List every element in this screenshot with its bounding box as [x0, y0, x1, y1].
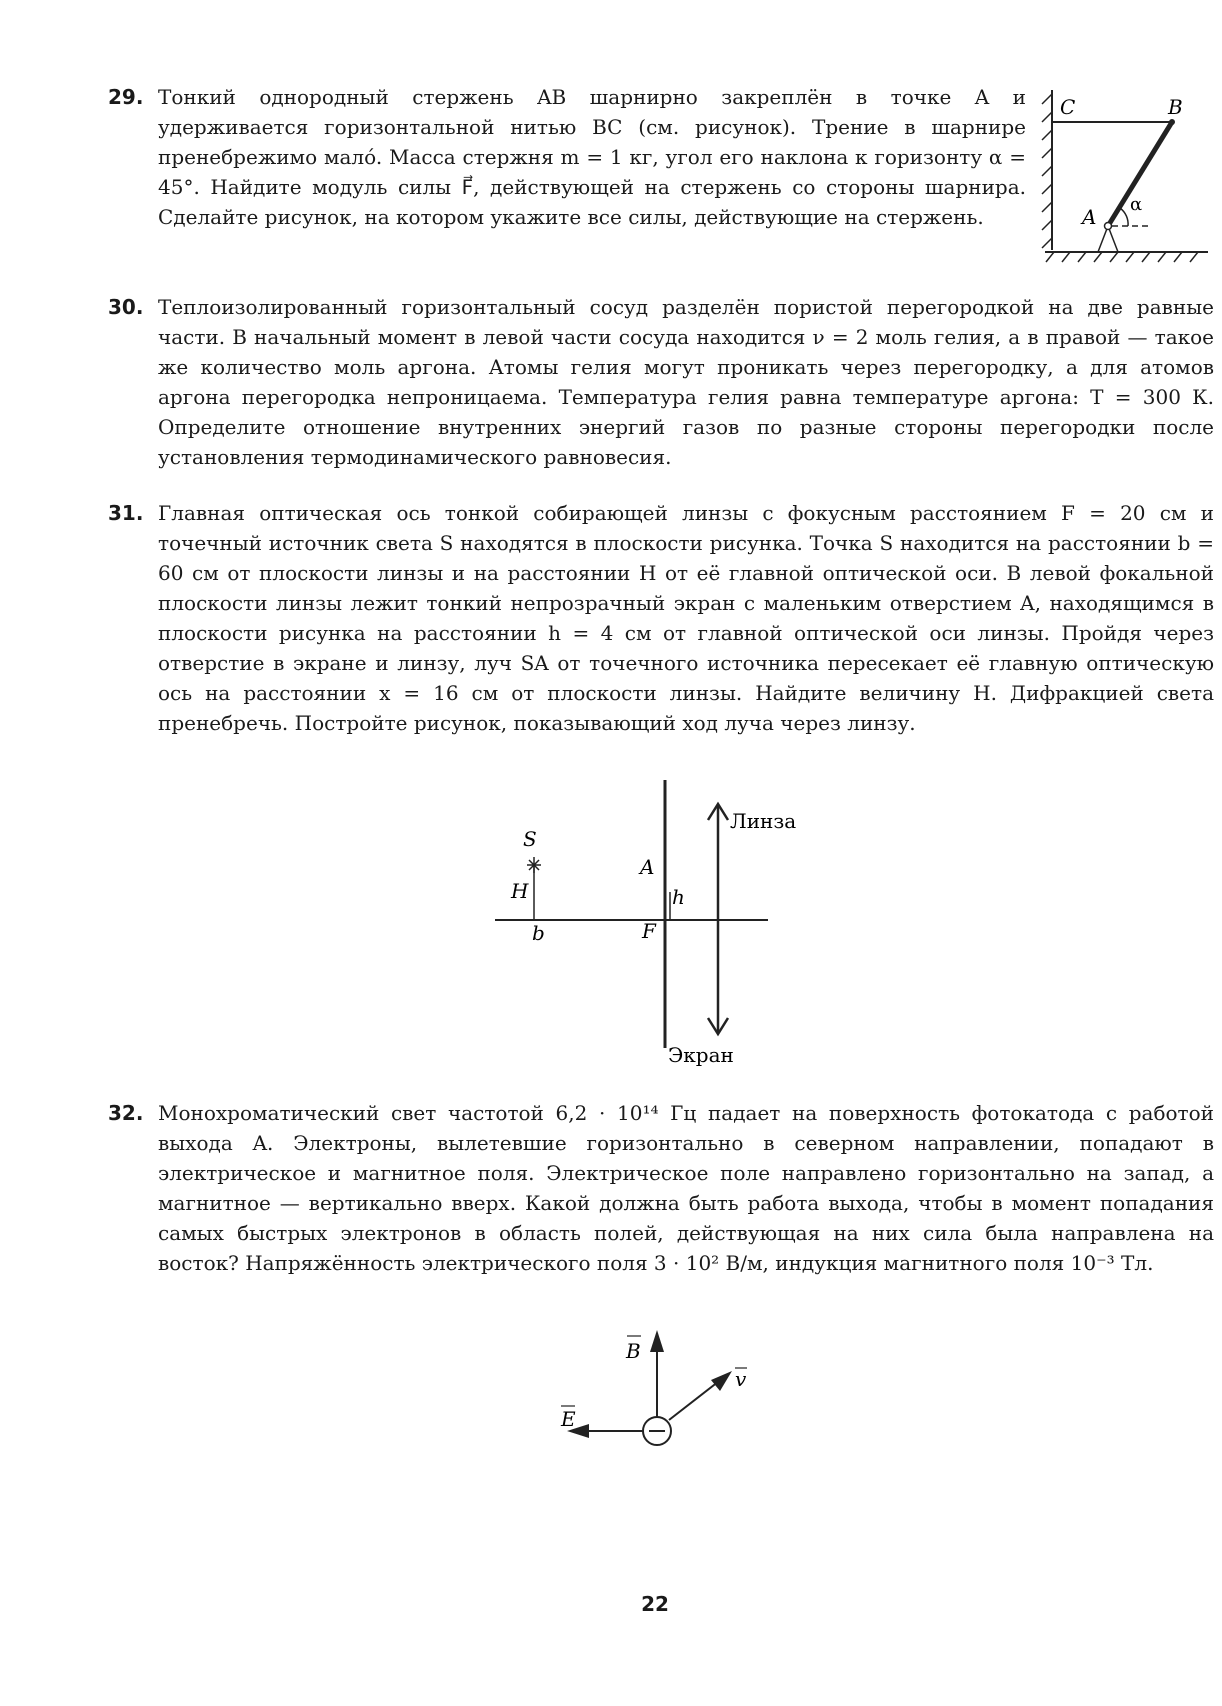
figure-electron-fields: [555, 1320, 765, 1460]
b-arrowhead: [650, 1330, 664, 1352]
label-screen: Экран: [668, 1043, 734, 1067]
label-h-lower: h: [672, 885, 685, 909]
label-s: S: [523, 827, 537, 851]
label-a: A: [1082, 205, 1097, 229]
problem-32: [108, 1098, 1214, 1278]
floor-hatching: [1046, 252, 1198, 262]
label-b: B: [626, 1339, 641, 1363]
label-f: F: [642, 919, 656, 943]
wall-hatching: [1042, 94, 1052, 248]
label-b: B: [1168, 95, 1183, 119]
problem-29: [108, 82, 1026, 232]
problem-31: [108, 498, 1214, 738]
label-h-upper: H: [511, 879, 529, 903]
label-e: E: [561, 1407, 576, 1431]
problem-text: Тонкий однородный стержень AB шарнирно закреплён в точке A и удерживается горизонтальной нитью BC (см. рисунок). Трение в шарнире пренебрежимо малó. Масса стержня m = 1 кг, угол его наклона к горизонту α = 45°. Найдите модуль силы F⃗, действующей на стержень со стороны шарнира. Сделайте рисунок, на котором укажите все силы, действующие на стержень.: [158, 85, 1026, 229]
source-star-icon: [527, 857, 541, 873]
page-number: 22: [641, 1592, 669, 1616]
figure-lens-screen: [490, 770, 820, 1070]
figure-rod-hinge: [1040, 80, 1210, 270]
problem-number: 31.: [108, 501, 144, 525]
problem-text: Теплоизолированный горизонтальный сосуд разделён пористой перегородкой на две равные части. В начальный момент в левой части сосуда находится ν = 2 моль гелия, а в правой — такое же количество моль аргона. Атомы гелия могут проникать через перегородку, а для атомов аргона перегородка непроницаема. Температура гелия равна температуре аргона: T = 300 К. Определите отношение внутренних энергий газов по разные стороны перегородки после установления термодинамического равновесия.: [158, 295, 1214, 469]
problem-number: 30.: [108, 295, 144, 319]
label-a: A: [640, 855, 655, 879]
problem-number: 32.: [108, 1101, 144, 1125]
label-alpha: α: [1130, 194, 1143, 215]
label-b: b: [532, 921, 545, 945]
label-c: C: [1060, 95, 1076, 119]
problem-number: 29.: [108, 85, 144, 109]
label-lens: Линза: [730, 809, 797, 833]
label-v: v: [735, 1367, 747, 1391]
v-arrowhead: [711, 1371, 732, 1391]
point-b: [1169, 119, 1175, 125]
problem-text: Главная оптическая ось тонкой собирающей линзы с фокусным расстоянием F = 20 см и точечный источник света S находятся в плоскости рисунка. Точка S находится на расстоянии b = 60 см от плоскости линзы и на расстоянии H от её главной оптической оси. В левой фокальной плоскости линзы лежит тонкий непрозрачный экран с маленьким отверстием A, находящимся в плоскости рисунка на расстоянии h = 4 см от главной оптической оси линзы. Пройдя через отверстие в экране и линзу, луч SA от точечного источника пересекает её главную оптическую ось на расстоянии x = 16 см от плоскости линзы. Найдите величину H. Дифракцией света пренебречь. Постройте рисунок, показывающий ход луча через линзу.: [158, 501, 1214, 735]
hinge-pin: [1105, 223, 1112, 230]
problem-text: Монохроматический свет частотой 6,2 · 10¹⁴ Гц падает на поверхность фотокатода с работой выхода A. Электроны, вылетевшие горизонтально в северном направлении, попадают в электрическое и магнитное поля. Электрическое поле направлено горизонтально на запад, а магнитное — вертикально вверх. Какой должна быть работа выхода, чтобы в момент попадания самых быстрых электронов в область полей, действующая на них сила была направлена на восток? Напряжённость электрического поля 3 · 10² В/м, индукция магнитного поля 10⁻³ Тл.: [158, 1101, 1214, 1275]
angle-arc: [1120, 208, 1128, 226]
problem-30: [108, 292, 1214, 472]
